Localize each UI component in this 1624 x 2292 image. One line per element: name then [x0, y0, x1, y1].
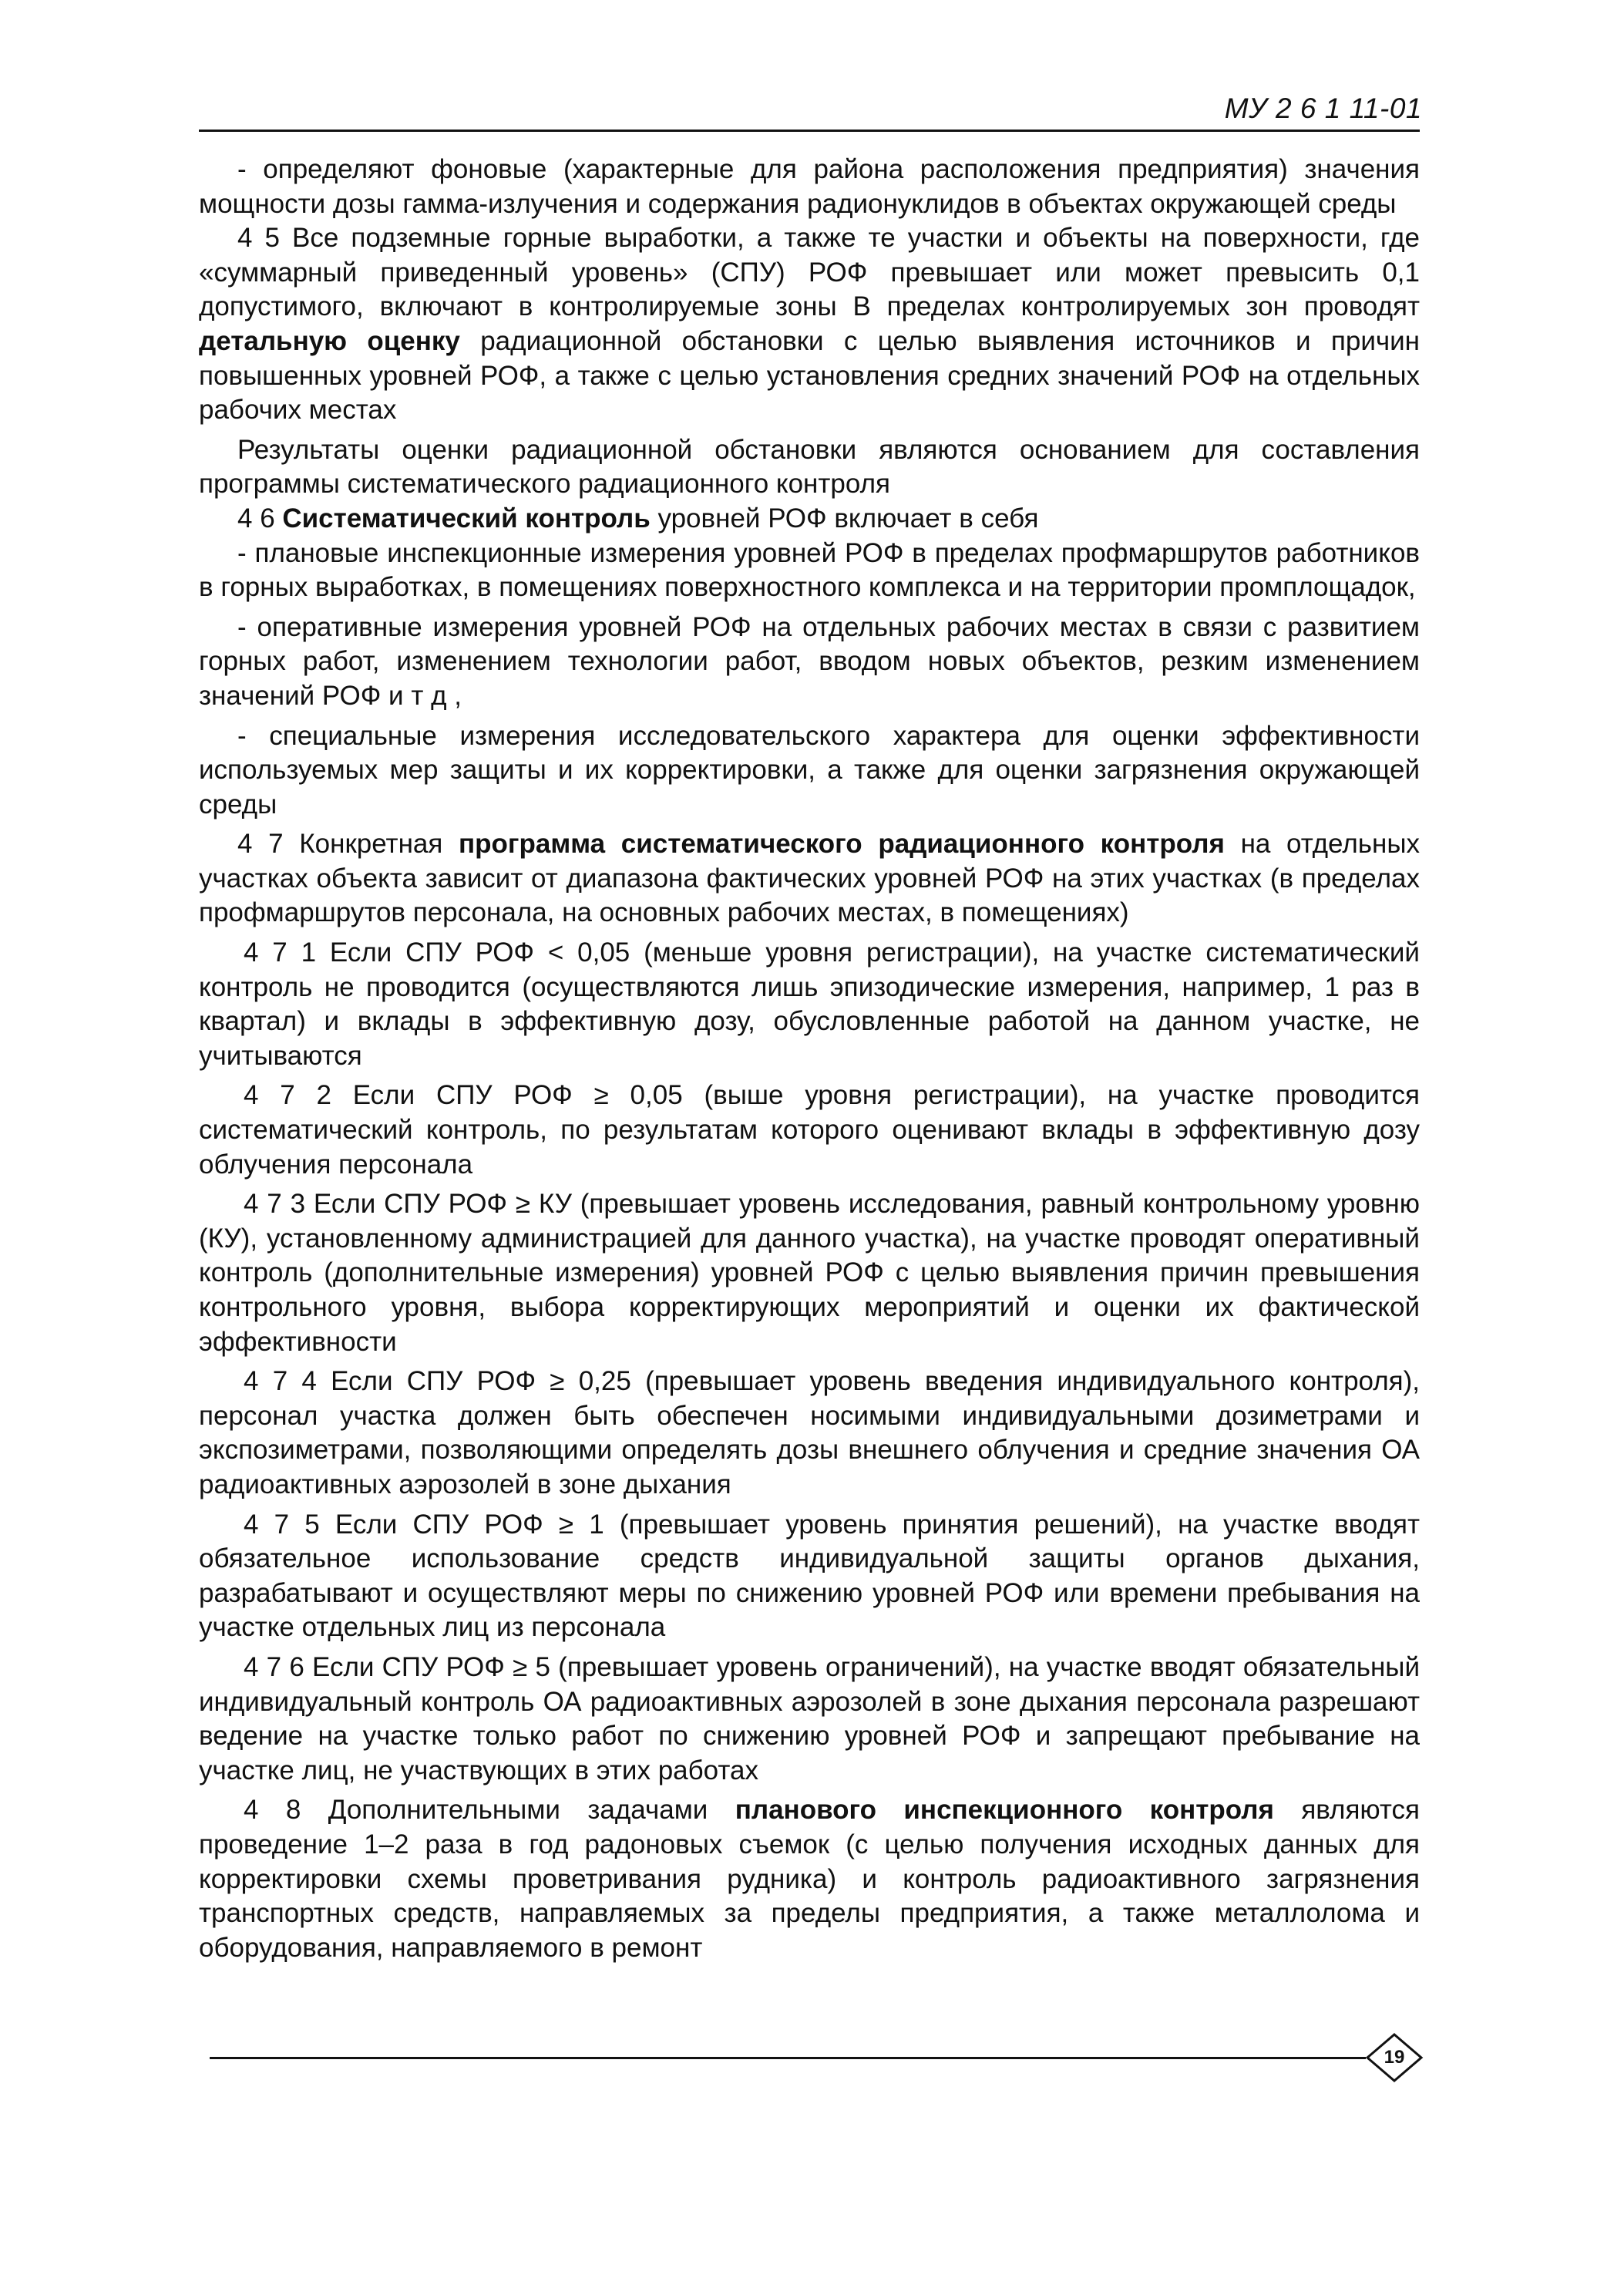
emphasis: детальную оценку: [199, 325, 460, 356]
list-item: - специальные измерения исследовательского характера для оценки эффективности используемых мер защиты и их корректировки, а также для оценки загрязнения окружающей среды: [199, 720, 1420, 820]
list-item: - оперативные измерения уровней РОФ на отдельных рабочих местах в связи с развитием горных работ, изменением технологии работ, вводом новых объектов, резким изменением значений РОФ и т д ,: [199, 611, 1420, 711]
paragraph-4-6: 4 6 Систематический контроль уровней РОФ включает в себя: [237, 503, 1039, 533]
paragraph-4-7-6: 4 7 6 Если СПУ РОФ ≥ 5 (превышает уровень ограничений), на участке вводят обязательный индивидуальный контроль ОА радиоактивных аэрозолей в зоне дыхания персонала разрешают ведение на участке только работ по снижению уровней РОФ и запрещают пребывание на участке лиц, не участвующих в этих работах: [199, 1651, 1420, 1785]
paragraph-4-5: 4 5 Все подземные горные выработки, а также те участки и объекты на поверхности, где «суммарный приведенный уровень» (СПУ) РОФ превышает или может превысить 0,1 допустимого, включают в контролируемые зоны В пределах контролируемых зон проводят детальную оценку радиационной обстановки с целью выявления источников и причин повышенных уровней РОФ, а также с целью установления средних значений РОФ на отдельных рабочих местах: [199, 223, 1421, 426]
document-body: [199, 153, 1420, 1965]
page-number: 19: [1384, 2047, 1405, 2068]
paragraph-4-7-1: 4 7 1 Если СПУ РОФ < 0,05 (меньше уровня регистрации), на участке систематический контроль не проводится (осуществляются лишь эпизодические измерения, например, 1 раз в квартал) и вклады в эффективную дозу, обусловленные работой на данном участке, не учитываются: [199, 937, 1420, 1071]
paragraph: Результаты оценки радиационной обстановки являются основанием для составления программы систематического радиационного контроля: [199, 434, 1420, 500]
paragraph-4-7-2: 4 7 2 Если СПУ РОФ ≥ 0,05 (выше уровня регистрации), на участке проводится систематический контроль, по результатам которого оценивают вклады в эффективную дозу облучения персонала: [199, 1080, 1420, 1180]
paragraph-4-7: 4 7 Конкретная программа систематического радиационного контроля на отдельных участках объекта зависит от диапазона фактических уровней РОФ на этих участках (в пределах профмаршрутов персонала, на основных рабочих местах, в помещениях): [199, 829, 1420, 928]
emphasis: программа систематического радиационного контроля: [459, 829, 1225, 860]
header-divider: [199, 130, 1420, 132]
paragraph-4-8: 4 8 Дополнительными задачами планового инспекционного контроля являются проведение 1–2 раза в год радоновых съемок (с целью получения исходных данных для корректировки схемы проветривания рудника) и контроль радиоактивного загрязнения транспортных средств, направляемых за пределы предприятия, а также металлолома и оборудования, направляемого в ремонт: [199, 1795, 1421, 1963]
paragraph-4-7-5: 4 7 5 Если СПУ РОФ ≥ 1 (превышает уровень принятия решений), на участке вводят обязательное использование средств индивидуальной защиты органов дыхания, разрабатывают и осуществляют меры по снижению уровней РОФ или времени пребывания на участке отдельных лиц из персонала: [199, 1509, 1420, 1643]
paragraph-4-7-3: 4 7 3 Если СПУ РОФ ≥ КУ (превышает уровень исследования, равный контрольному уровню (КУ), установленному администрацией для данного участка), на участке проводят оперативный контроль (дополнительные измерения) уровней РОФ с целью выявления причин превышения контрольного уровня, выбора корректирующих мероприятий и оценки их фактической эффективности: [199, 1189, 1420, 1357]
emphasis: Систематический контроль: [282, 503, 651, 533]
paragraph-4-7-4: 4 7 4 Если СПУ РОФ ≥ 0,25 (превышает уровень введения индивидуального контроля), персонал участка должен быть обеспечен носимыми индивидуальными дозиметрами и экспозиметрами, позволяющими определять дозы внешнего облучения и средние значения ОА радиоактивных аэрозолей в зоне дыхания: [199, 1366, 1420, 1499]
footer-divider: [210, 2057, 1366, 2059]
emphasis: планового инспекционного контроля: [735, 1795, 1274, 1826]
document-code: МУ 2 6 1 11-01: [1224, 93, 1422, 124]
page-number-badge: [1364, 2032, 1424, 2083]
paragraph: - определяют фоновые (характерные для района расположения предприятия) значения мощности дозы гамма-излучения и содержания радионуклидов в объектах окружающей среды: [199, 154, 1420, 219]
list-item: - плановые инспекционные измерения уровней РОФ в пределах профмаршрутов работников в горных выработках, в помещениях поверхностного комплекса и на территории промплощадок,: [199, 537, 1420, 603]
